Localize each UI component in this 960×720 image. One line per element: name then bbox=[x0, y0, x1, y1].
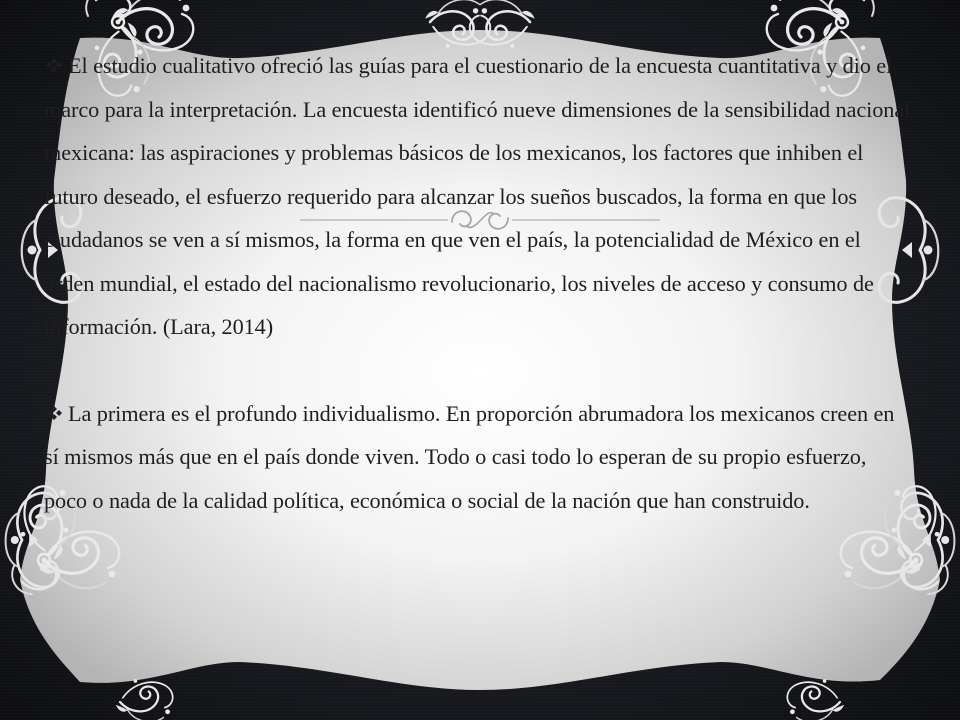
paragraph-1-text: El estudio cualitativo ofreció las guías para el cuestionario de la encuesta cuantitativa y dio el marco para la interpretación. La encuesta identificó nueve dimensiones de la sensibilidad nacional mexicana: las aspiraciones y problemas básicos de los mexicanos, los factores que inhiben el futuro deseado, el esfuerzo requerido para alcanzar los sueños buscados, la forma en que los ciudadanos se ven a sí mismos, la forma en que ven el país, la potencialidad de México en el orden mundial, el estado del nacionalismo revolucionario, los niveles de acceso y consumo de información. (Lara, 2014) bbox=[44, 53, 911, 339]
paragraph-1 bbox=[44, 44, 914, 349]
paragraph-2 bbox=[44, 392, 914, 523]
diamond-bullet-icon bbox=[44, 405, 66, 421]
paragraph-2-text: La primera es el profundo individualismo. En proporción abrumadora los mexicanos creen en sí mismos más que en el país donde viven. Todo o casi todo lo esperan de su propio esfuerzo, poco o nada de la calidad política, económica o social de la nación que han construido. bbox=[44, 400, 895, 513]
slide-body bbox=[44, 44, 914, 522]
diamond-bullet-icon bbox=[44, 57, 66, 73]
